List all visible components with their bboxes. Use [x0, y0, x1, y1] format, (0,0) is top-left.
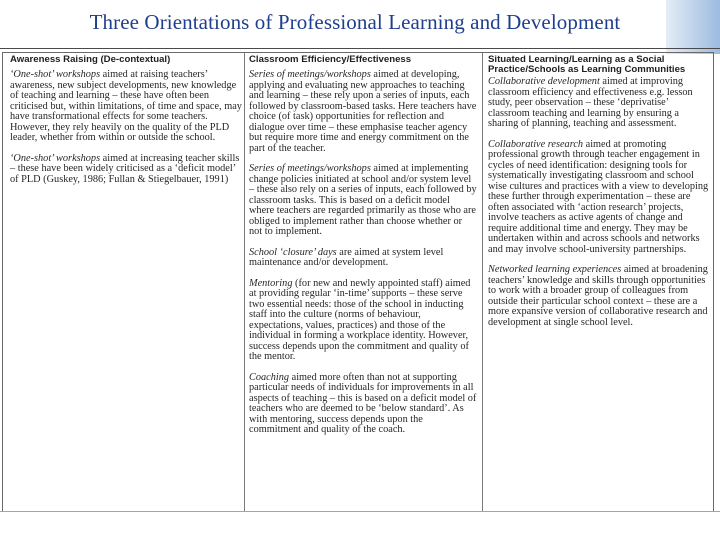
entry-term: Collaborative development	[488, 76, 600, 87]
table-entry	[488, 77, 710, 130]
entry-text: aimed at broadening teachers’ knowledge and skills through opportunities to work with a broader group of colleagues from outside their particular school context – these are a more expansive version of collaborative research and development at single school level.	[488, 264, 708, 328]
entry-text: are aimed at system level maintenance and/or development.	[249, 246, 444, 268]
column-divider-1	[244, 53, 245, 511]
entry-term: Series of meetings/workshops	[249, 69, 371, 80]
table-entry	[488, 140, 710, 256]
entry-term: Coaching	[249, 371, 290, 383]
title-divider	[0, 48, 720, 49]
entry-text: aimed at implementing change policies initiated at school and/or system level – these also rely on a series of inputs, each followed by classroom tasks. This is based on a deficit model where teachers are regarded primarily as those who are obliged to implement rather than choose whether or not to implement.	[249, 163, 477, 237]
table-entry	[249, 373, 477, 436]
entry-term: Collaborative research	[488, 138, 584, 150]
entry-term: Networked learning experiences	[488, 264, 622, 275]
footer-divider	[0, 511, 720, 512]
entry-text: aimed at raising teachers’ awareness, new subject developments, new knowledge of teaching and learning – these have often been criticised but, within limitations, of time and space, may have transformational effects for some teachers. However, they rely heavily on the quality of the PLD leader, whether from within or outside the school.	[10, 69, 242, 143]
table-entry	[249, 70, 477, 154]
table-entry	[10, 154, 242, 186]
entry-term: ‘One-shot’ workshops	[10, 69, 101, 80]
table-entry	[249, 248, 477, 269]
entry-text: aimed at increasing teacher skills – these have been widely criticised as a ‘deficit model’ of PLD (Guskey, 1986; Fullan & Stiegelbauer, 1991)	[10, 152, 240, 185]
column-classroom-efficiency	[249, 55, 477, 446]
table-entry	[249, 164, 477, 238]
entry-text: (for new and newly appointed staff) aimed at providing regular ‘in-time’ supports – these serve two essential needs: those of the school in inducting staff into the culture (norms of behaviour, expectations, values, practices) and those of the individual in forming a workplace identity. However, success depends upon the commitment and quality of the mentor.	[249, 277, 471, 362]
entry-term: Series of meetings/workshops	[249, 163, 371, 174]
entry-term: Mentoring	[249, 277, 293, 289]
column-header: Awareness Raising (De-contextual)	[10, 54, 171, 65]
table-entry	[249, 279, 477, 363]
column-situated-learning	[488, 55, 710, 338]
column-header: Classroom Efficiency/Effectiveness	[249, 54, 412, 65]
column-awareness-raising	[10, 55, 242, 195]
entry-text: aimed at developing, applying and evaluating new approaches to teaching and learning – these rely upon a series of inputs, each followed by classroom-based tasks. Here teachers have choice (of task) opportunities for reflection and dialogue over time – these emphasise teacher agency but require more time and energy commitment on the part of the teacher.	[249, 69, 477, 154]
entry-text: aimed at improving classroom efficiency and effectiveness e.g. lesson study, peer observation – these ‘deprivatise’ classroom teaching and learning by ensuring a sharing of planning, teaching and assessment.	[488, 76, 693, 129]
slide-title: Three Orientations of Professional Learning and Development	[89, 10, 621, 34]
entry-term: ‘One-shot’ workshops	[10, 152, 101, 164]
entry-term: School ‘closure’ days	[249, 246, 337, 258]
table-entry	[488, 265, 710, 328]
entry-text: aimed at promoting professional growth through teacher engagement in cycles of need identification: designing tools for systematically investigating classroom and school wise cultures and practices with a view to developing these further through experimentation – these are often associated with ‘action research’ projects, involve teachers as active agents of change and require additional time and energy. They may be undertaken within and across schools and networks and may involve school-university partnerships.	[488, 138, 709, 255]
table-entry	[10, 70, 242, 144]
entry-text: aimed more often than not at supporting particular needs of individuals for improvements in all aspects of teaching – this is based on a deficit model of teachers who are deemed to be ‘below standard’. As with mentoring, success depends upon the commitment and quality of the coach.	[249, 371, 477, 435]
orientations-table	[2, 52, 714, 512]
column-divider-2	[482, 53, 483, 511]
column-header: Situated Learning/Learning as a Social Practice/Schools as Learning Communities	[488, 54, 686, 75]
